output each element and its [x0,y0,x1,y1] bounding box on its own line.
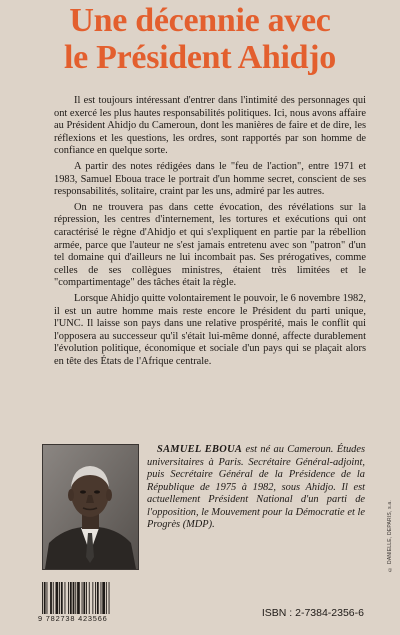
barcode-bar [92,582,93,616]
barcode-bar [97,582,99,616]
barcode-bar [47,582,48,616]
barcode-bar [82,582,83,616]
barcode-digits: 9 782738 423566 [36,614,142,623]
barcode-bar [95,582,96,616]
barcode-bar [70,582,72,616]
barcode-bar [59,582,60,616]
cover-credit: © DANIELLE, DEPARIS, s.a. [387,500,393,572]
barcode-bar [61,582,63,616]
author-portrait-image [43,445,138,569]
book-title [0,2,400,76]
author-photo [42,444,139,570]
book-title-line-1: Une décennie avec [69,2,331,39]
author-bio-text: est né au Cameroun. Études universitaires à Paris. Secrétaire Général-adjoint, puis Secrétaire Général de la Présidence de la République de 1975 à 1982, sous Ahidjo. Il est actuellement Président National d'un parti de l'opposition, le Mouvement pour la Démocratie et le Progrès (MDP). [147,444,366,530]
barcode-bar [50,582,52,616]
blurb [54,95,366,368]
barcode-bar [86,582,87,616]
barcode-bar [56,582,59,616]
barcode-bar [65,582,66,616]
author-name: SAMUEL EBOUA [157,444,243,455]
blurb-paragraph: Lorsque Ahidjo quitte volontairement le pouvoir, le 6 novembre 1982, il est un autre homme mais reste encore le Président du parti unique, l'UNC. Il laisse son pays dans une relative prospérité, mais le conflit qui l'opposera au successeur qu'il s'était lui-même donné, affecte durablement l'évolution politique, économique et sociale d'un pays qui se plaçait alors en tête des États de l'Afrique centrale. [54,292,366,367]
barcode-bar [83,582,85,616]
blurb-paragraph: On ne trouvera pas dans cette évocation, des révélations sur la répression, les centres d'internement, les tortures et exécutions qui ont caractérisé le règne d'Ahidjo et qui s'expliquent en partie par la rébellion armée, parce que l'auteur ne s'est jamais entretenu avec son "patron" d'un tel domaine qui d'ailleurs ne lui incombait pas. Ses prérogatives, comme celles de ses collègues ministres, étaient très limitées et le "compartimentage" des tâches était la règle. [54,201,366,289]
blurb-paragraph: A partir des notes rédigées dans le "feu de l'action", entre 1971 et 1983, Samuel Eboua trace le portrait d'un homme secret, conscient de ses responsabilités, solitaire, craint par les uns, admiré par les autres. [54,160,366,198]
blurb-paragraph: Il est toujours intéressant d'entrer dans l'intimité des personnages qui ont exercé les plus hautes responsabilités politiques. Ici, nous avons affaire au Président Ahidjo du Cameroun, dont les manières de faire et de dire, les réflexions et les questions, les ordres, sont rapportés par son homme de confiance en quelque sorte. [54,95,366,157]
barcode-bar [101,582,102,616]
barcode-bar [102,582,105,616]
barcode-bar [73,582,75,616]
isbn-label: ISBN : 2-7384-2356-6 [261,607,364,619]
barcode-bar [89,582,90,616]
barcode-bar [53,582,54,616]
barcode-bar [68,582,69,616]
author-bio [147,444,365,532]
barcode-bar [106,582,107,616]
book-title-line-2: le Président Ahidjo [64,39,336,76]
